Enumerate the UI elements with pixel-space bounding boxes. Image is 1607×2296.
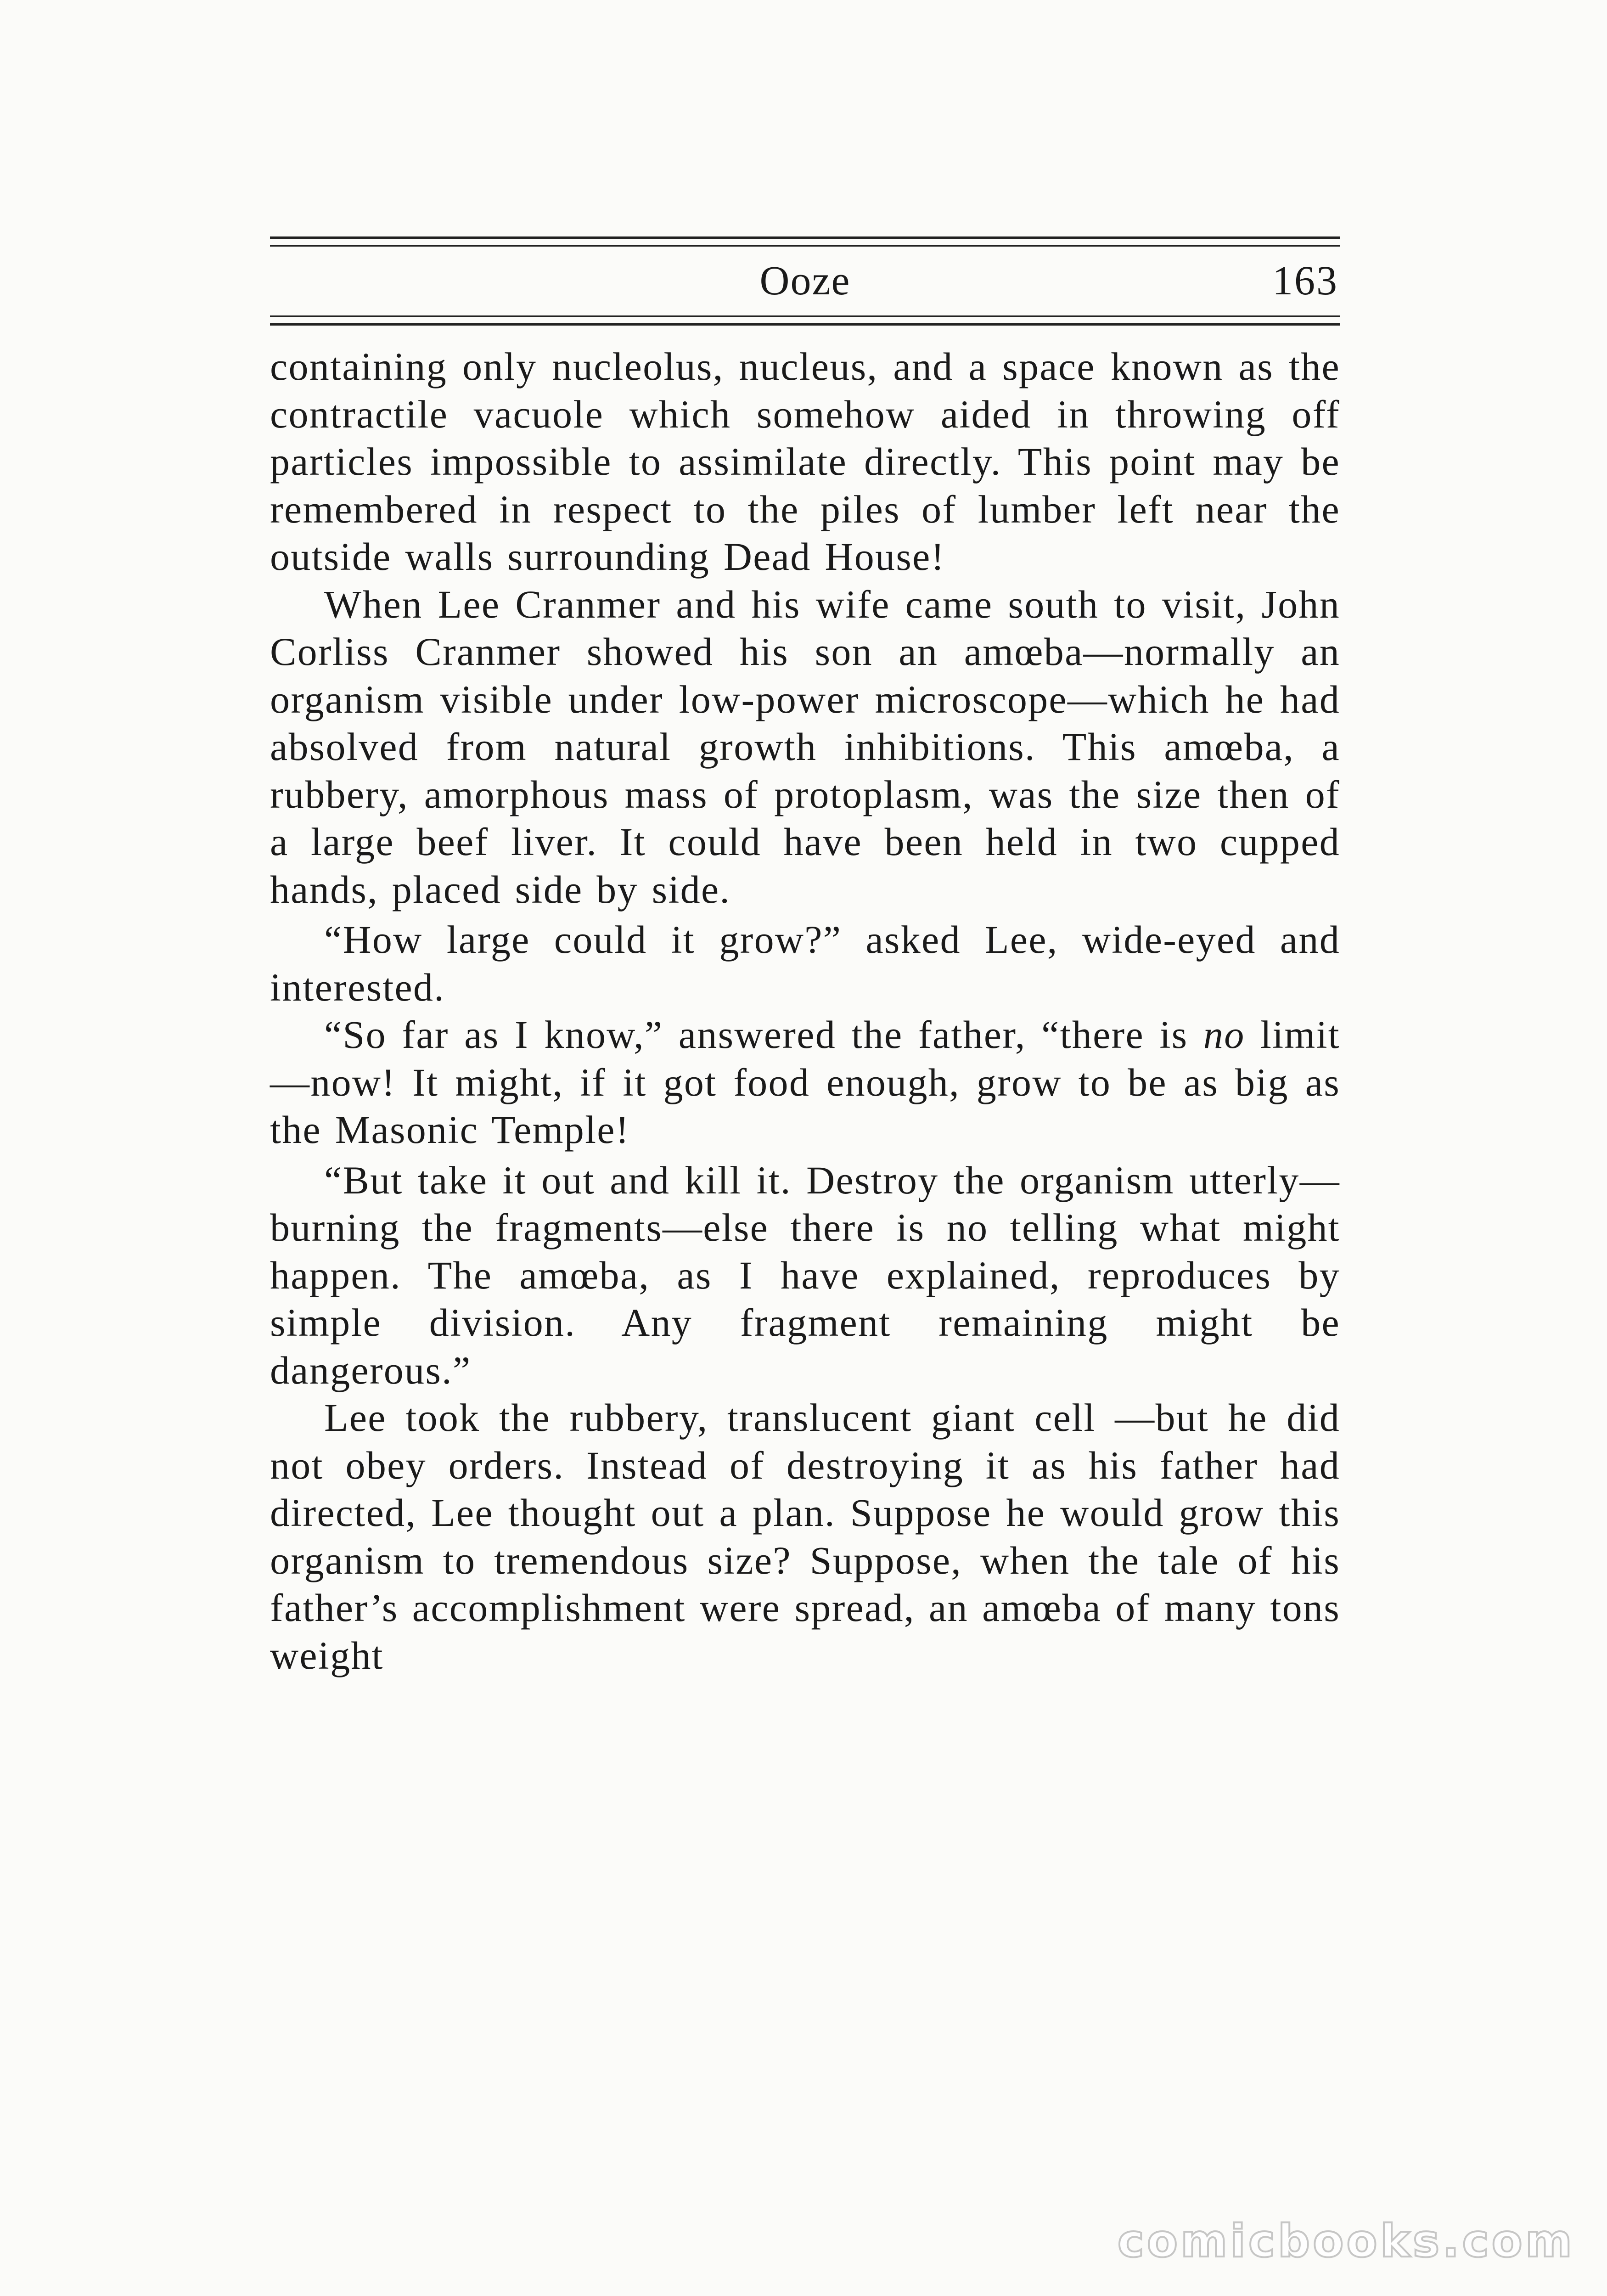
paragraph: “But take it out and kill it. Destroy the organism utterly—burning the fragments—else there is no telling what might happen. The amœba, as I have explained, reproduces by simple division. Any fragment remaining might be dangerous.” (270, 1158, 1340, 1392)
header-bottom-rules (270, 315, 1340, 326)
header-rule (270, 323, 1340, 326)
watermark-logo: comicbooks.com (1117, 2215, 1575, 2268)
running-title: Ooze (759, 258, 851, 304)
paragraph: “How large could it grow?” asked Lee, wide-eyed and interested. (270, 917, 1340, 1009)
body-text (270, 343, 1340, 1679)
paragraph: When Lee Cranmer and his wife came south to visit, John Corliss Cranmer showed his son an amœba—normally an organism visible under low-power microscope—which he had absolved from natural growth inhibitions. This amœba, a rubbery, amorphous mass of protoplasm, was the size then of a large beef liver. It could have been held in two cupped hands, placed side by side. (270, 582, 1340, 912)
paragraph-text: “So far as I know,” answered the father, “there is (324, 1013, 1203, 1057)
emphasized-word: no (1203, 1013, 1245, 1057)
paragraph (270, 1011, 1340, 1154)
running-head (270, 247, 1340, 315)
paragraph-text: limit—now! It might, if it got food enough, grow to be as big as the Masonic Temple! (270, 1013, 1340, 1152)
page-content (270, 236, 1340, 1679)
header-top-rules (270, 236, 1340, 247)
paragraph: containing only nucleolus, nucleus, and a space known as the contractile vacuole which somehow aided in throwing off particles impossible to assimilate directly. This point may be remembered in respect to the piles of lumber left near the outside walls surrounding Dead House! (270, 344, 1340, 579)
page-number: 163 (1272, 258, 1338, 304)
paragraph: Lee took the rubbery, translucent giant cell —but he did not obey orders. Instead of destroying it as his father had directed, Lee thought out a plan. Suppose he would grow this organism to tremendous size? Suppose, when the tale of his father’s accomplishment were spread, an amœba of many tons weight (270, 1396, 1340, 1677)
header-rule (270, 236, 1340, 239)
header-rule (270, 315, 1340, 317)
